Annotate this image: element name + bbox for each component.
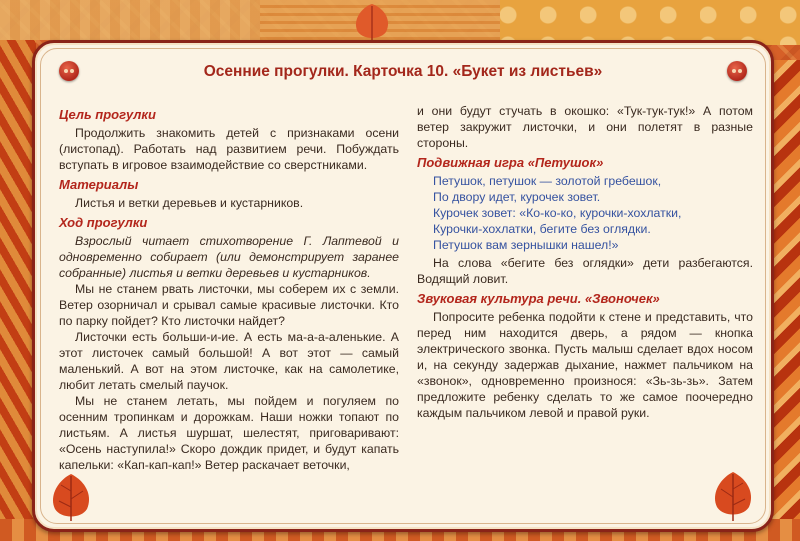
background-pattern <box>0 0 260 40</box>
game-text: На слова «бегите без оглядки» дети разбегаются. Водящий ловит. <box>417 256 753 286</box>
left-column <box>59 103 399 473</box>
course-paragraph: Мы не станем рвать листочки, мы соберем их с земли. Ветер озорничал и срывал самые красивые листочки. Кто по парку пойдет? Кто листочки найдет? <box>59 282 399 328</box>
card-title: Осенние прогулки. Карточка 10. «Букет из листьев» <box>203 63 603 80</box>
poem-line: Петушок, петушок — золотой гребешок, <box>433 174 662 188</box>
course-continuation: и они будут стучать в окошко: «Тук-тук-тук!» А потом ветер закружит листочки, и они полетят в разные стороны. <box>417 104 753 150</box>
materials-text: Листья и ветки деревьев и кустарников. <box>75 196 304 210</box>
activity-card <box>32 40 774 532</box>
goal-text: Продолжить знакомить детей с признаками осени (листопад). Работать над развитием речи. Побуждать вступать в игровое взаимодействие со сверстниками. <box>59 126 399 172</box>
background-pattern <box>500 0 800 45</box>
materials-heading: Материалы <box>59 177 139 192</box>
course-paragraph: Мы не станем летать, мы пойдем и погуляем по осенним тропинкам и дорожкам. Наши ножки топают по листьям. А листья шуршат, шелестят, приговаривают: «Осень наступила!» Скоро дождик придет, и будут капать капельки: «Кап-кап-кап!» Ветер раскачает веточки, <box>59 394 399 472</box>
right-column <box>417 103 753 421</box>
poem-line: Курочек зовет: «Ко-ко-ко, курочки-хохлатки, <box>433 206 682 220</box>
autumn-leaf-icon <box>350 2 394 42</box>
autumn-leaf-icon <box>45 471 97 523</box>
game-heading: Подвижная игра «Петушок» <box>417 155 604 170</box>
course-heading: Ход прогулки <box>59 215 148 230</box>
poem-line: По двору идет, курочек зовет. <box>433 190 601 204</box>
poem-line: Петушок вам зернышки нашел!» <box>433 238 619 252</box>
poem-line: Курочки-хохлатки, бегите без оглядки. <box>433 222 651 236</box>
background-pattern <box>0 40 36 541</box>
course-paragraph: Листочки есть больши-и-ие. А есть ма-а-а-аленькие. А этот листочек самый большой! А вот этот — самый маленький. А вот на этом листочке, как на самолетике, любит летать смелый паучок. <box>59 330 399 392</box>
poem <box>433 173 753 253</box>
autumn-leaf-icon <box>707 469 759 523</box>
goal-heading: Цель прогулки <box>59 107 156 122</box>
sound-text: Попросите ребенка подойти к стене и представить, что перед ним находится дверь, а рядом — кнопка электрического звонка. Пусть малыш сделает вдох носом и, на секунду задержав дыхание, нажмет пальчиком на «звонок», одновременно произнося: «Зь-зь-зь». Затем предложите ребенку сделать то же самое поочередно каждым пальчиком левой и правой руки. <box>417 310 753 420</box>
sound-heading: Звуковая культура речи. «Звоночек» <box>417 291 660 306</box>
course-intro: Взрослый читает стихотворение Г. Лаптевой и одновременно собирает (или демонстрирует заранее собранные) листья и ветки деревьев и кустарников. <box>59 234 399 280</box>
